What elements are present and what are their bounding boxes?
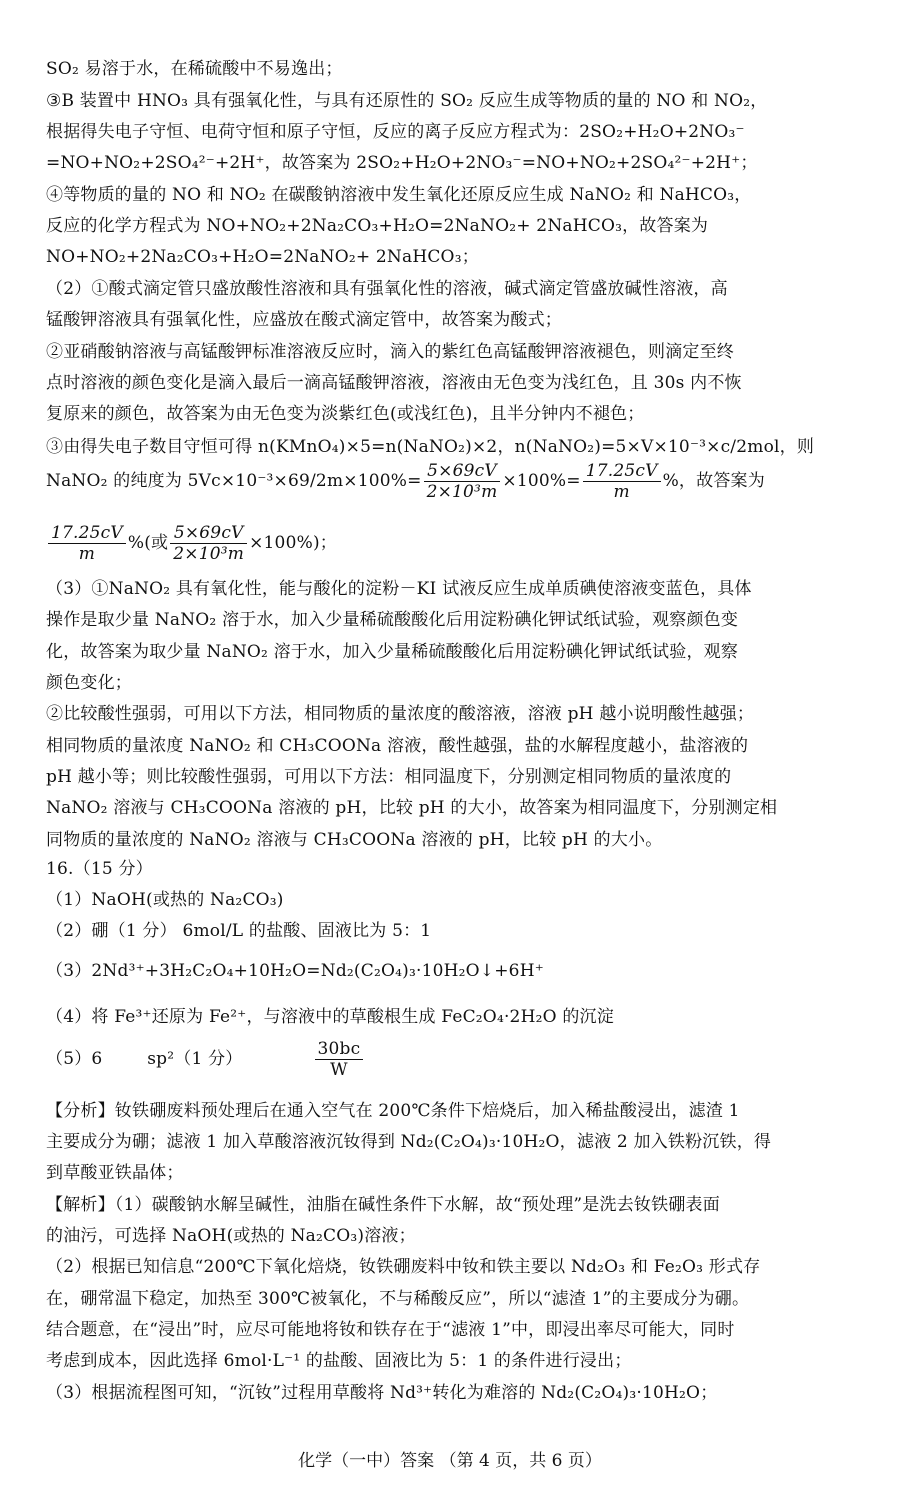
fraction-numerator: 5×69cV bbox=[170, 523, 247, 544]
text-line: （2）根据已知信息“200℃下氧化焙烧，钕铁硼废料中钕和铁主要以 Nd₂O₃ 和 Fe₂O₃ 形式存 bbox=[46, 1257, 761, 1277]
text-line: 反应的化学方程式为 NO+NO₂+2Na₂CO₃+H₂O=2NaNO₂+ 2NaHCO₃，故答案为 bbox=[46, 216, 709, 236]
text-line: 主要成分为硼；滤液 1 加入草酸溶液沉钕得到 Nd₂(C₂O₄)₃·10H₂O，滤液 2 加入铁粉沉铁，得 bbox=[46, 1132, 772, 1152]
formula-prefix: NaNO₂ 的纯度为 5Vc×10⁻³×69/2m×100%= bbox=[46, 471, 422, 491]
fraction bbox=[315, 1039, 364, 1080]
text-line: 考虑到成本，因此选择 6mol·L⁻¹ 的盐酸、固液比为 5：1 的条件进行浸出； bbox=[46, 1351, 632, 1371]
equation-line: （3）2Nd³⁺+3H₂C₂O₄+10H₂O=Nd₂(C₂O₄)₃·10H₂O↓+6H⁺ bbox=[46, 961, 544, 981]
text-line: NO+NO₂+2Na₂CO₃+H₂O=2NaNO₂+ 2NaHCO₃； bbox=[46, 247, 479, 267]
fraction bbox=[170, 523, 247, 564]
text-line: pH 越小等；则比较酸性强弱，可用以下方法：相同温度下，分别测定相同物质的量浓度的 bbox=[46, 767, 732, 787]
fraction bbox=[424, 461, 501, 502]
text-line: SO₂ 易溶于水，在稀硫酸中不易逸出； bbox=[46, 59, 343, 79]
text-line: （2）硼（1 分） 6mol/L 的盐酸、固液比为 5：1 bbox=[46, 921, 432, 941]
text-line: 锰酸钾溶液具有强氧化性，应盛放在酸式滴定管中，故答案为酸式； bbox=[46, 310, 562, 330]
formula-text: ×100%= bbox=[502, 471, 581, 491]
formula-text: %，故答案为 bbox=[662, 471, 765, 491]
fraction bbox=[48, 523, 126, 564]
analysis-line: 【分析】钕铁硼废料预处理后在通入空气在 200℃条件下焙烧后，加入稀盐酸浸出，滤渣 1 bbox=[46, 1101, 740, 1121]
text-line: 化，故答案为取少量 NaNO₂ 溶于水，加入少量稀硫酸酸化后用淀粉碘化钾试纸试验，观察 bbox=[46, 642, 739, 662]
formula-line bbox=[46, 520, 337, 566]
text-line: 的油污，可选择 NaOH(或热的 Na₂CO₃)溶液； bbox=[46, 1226, 416, 1246]
text-line: 在，硼常温下稳定，加热至 300℃被氧化，不与稀酸反应”，所以“滤渣 1”的主要成分为硼。 bbox=[46, 1289, 750, 1309]
formula-text: %(或 bbox=[127, 533, 169, 553]
page-footer: 化学（一中）答案 （第 4 页，共 6 页） bbox=[298, 1451, 602, 1471]
fraction bbox=[583, 461, 661, 502]
text-line: 结合题意，在“浸出”时，应尽可能地将钕和铁存在于“滤液 1”中，即浸出率尽可能大，同时 bbox=[46, 1320, 735, 1340]
fraction-denominator: W bbox=[330, 1060, 348, 1080]
text-line: 颜色变化； bbox=[46, 673, 132, 693]
answer-text: （5）6 sp²（1 分） bbox=[46, 1049, 243, 1069]
fraction-denominator: m bbox=[613, 482, 630, 502]
text-line: 复原来的颜色，故答案为由无色变为淡紫红色(或浅红色)，且半分钟内不褪色； bbox=[46, 404, 645, 424]
text-line: ②亚硝酸钠溶液与高锰酸钾标准溶液反应时，滴入的紫红色高锰酸钾溶液褪色，则滴定至终 bbox=[46, 342, 734, 362]
fraction-denominator: m bbox=[78, 544, 96, 564]
text-line: （1）NaOH(或热的 Na₂CO₃) bbox=[46, 890, 284, 910]
text-line: （2）①酸式滴定管只盛放酸性溶液和具有强氧化性的溶液，碱式滴定管盛放碱性溶液，高 bbox=[46, 279, 728, 299]
fraction-numerator: 17.25cV bbox=[48, 523, 126, 544]
text-line: 点时溶液的颜色变化是滴入最后一滴高锰酸钾溶液，溶液由无色变为浅红色，且 30s 内不恢 bbox=[46, 373, 742, 393]
text-line: =NO+NO₂+2SO₄²⁻+2H⁺，故答案为 2SO₂+H₂O+2NO₃⁻=NO+NO₂+2SO₄²⁻+2H⁺； bbox=[46, 153, 758, 173]
text-line: （3）根据流程图可知，“沉钕”过程用草酸将 Nd³⁺转化为难溶的 Nd₂(C₂O₄)₃·10H₂O； bbox=[46, 1383, 718, 1403]
fraction-numerator: 5×69cV bbox=[424, 461, 501, 482]
text-line: ④等物质的量的 NO 和 NO₂ 在碳酸钠溶液中发生氧化还原反应生成 NaNO₂ 和 NaHCO₃， bbox=[46, 185, 752, 205]
text-line: （4）将 Fe³⁺还原为 Fe²⁺，与溶液中的草酸根生成 FeC₂O₄·2H₂O 的沉淀 bbox=[46, 1007, 614, 1027]
text-line: 操作是取少量 NaNO₂ 溶于水，加入少量稀硫酸酸化后用淀粉碘化钾试纸试验，观察颜色变 bbox=[46, 610, 739, 630]
formula-line bbox=[46, 458, 765, 504]
text-line: 到草酸亚铁晶体； bbox=[46, 1163, 184, 1183]
explanation-line: 【解析】（1）碳酸钠水解呈碱性，油脂在碱性条件下水解，故“预处理”是洗去钕铁硼表面 bbox=[46, 1195, 720, 1215]
text-line: 根据得失电子守恒、电荷守恒和原子守恒，反应的离子反应方程式为：2SO₂+H₂O+2NO₃⁻ bbox=[46, 122, 745, 142]
fraction-denominator: 2×10³m bbox=[173, 544, 245, 564]
question-heading: 16.（15 分） bbox=[46, 859, 153, 879]
text-line: （3）①NaNO₂ 具有氧化性，能与酸化的淀粉－KI 试液反应生成单质碘使溶液变蓝色，具体 bbox=[46, 579, 752, 599]
formula-text: ×100%)； bbox=[249, 533, 337, 553]
text-line: 相同物质的量浓度 NaNO₂ 和 CH₃COONa 溶液，酸性越强，盐的水解程度越小，盐溶液的 bbox=[46, 736, 749, 756]
text-line: ③B 装置中 HNO₃ 具有强氧化性，与具有还原性的 SO₂ 反应生成等物质的量的 NO 和 NO₂， bbox=[46, 91, 768, 111]
fraction-denominator: 2×10³m bbox=[426, 482, 498, 502]
formula-line bbox=[46, 1034, 365, 1084]
text-line: 同物质的量浓度的 NaNO₂ 溶液与 CH₃COONa 溶液的 pH，比较 pH 的大小。 bbox=[46, 830, 663, 850]
fraction-numerator: 17.25cV bbox=[583, 461, 661, 482]
text-line: ②比较酸性强弱，可用以下方法，相同物质的量浓度的酸溶液，溶液 pH 越小说明酸性越强； bbox=[46, 704, 755, 724]
fraction-numerator: 30bc bbox=[315, 1039, 364, 1060]
text-line: ③由得失电子数目守恒可得 n(KMnO₄)×5=n(NaNO₂)×2，n(NaNO₂)=5×V×10⁻³×c/2mol，则 bbox=[46, 437, 815, 457]
text-line: NaNO₂ 溶液与 CH₃COONa 溶液的 pH，比较 pH 的大小，故答案为相同温度下，分别测定相 bbox=[46, 798, 778, 818]
